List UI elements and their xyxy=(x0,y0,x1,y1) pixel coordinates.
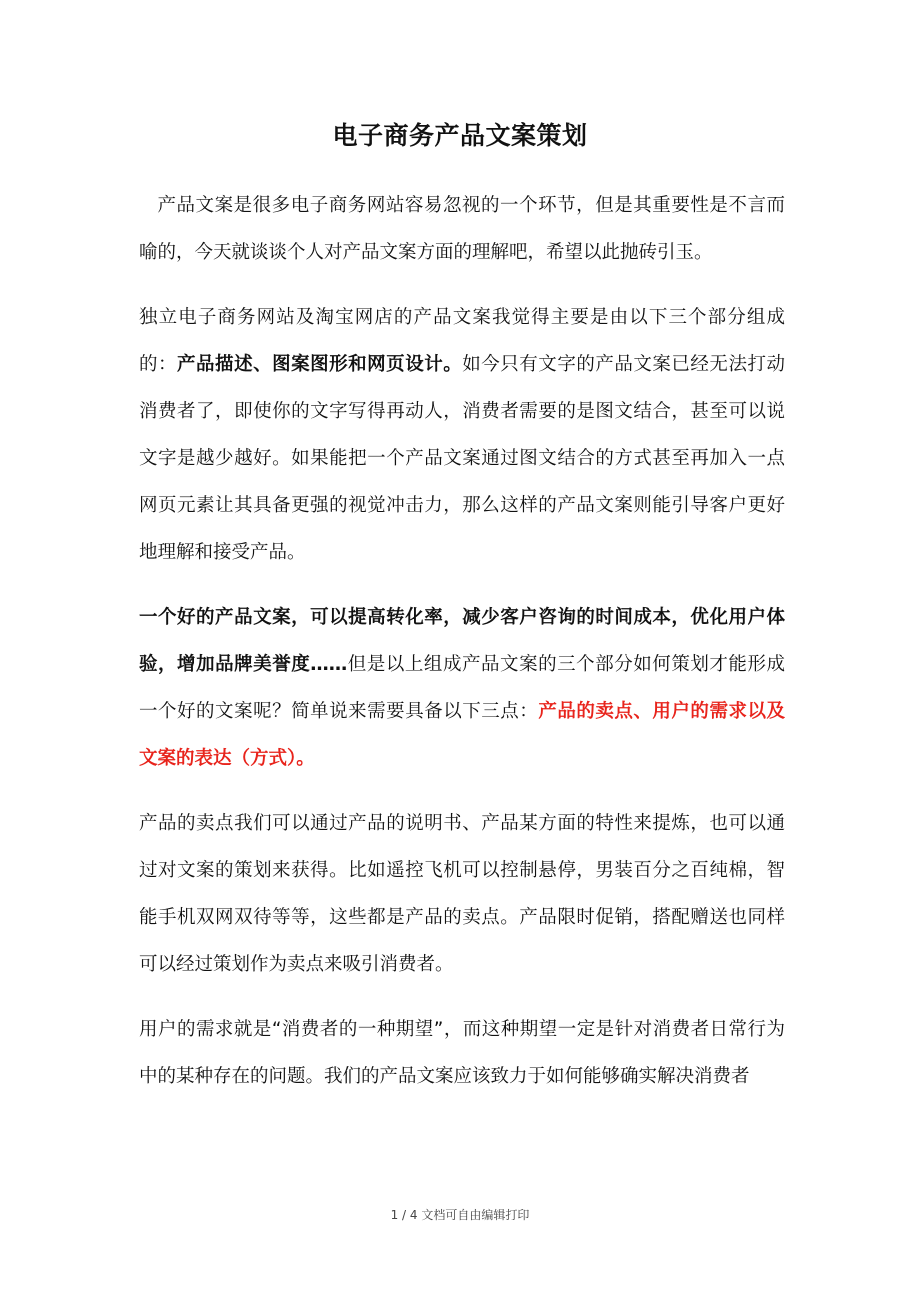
good-copy-highlight-text: 产品的卖点、用户的需求以及文案的表达（方式）。 xyxy=(139,701,785,769)
paragraph-composition xyxy=(139,294,785,576)
composition-rest-text: 如今只有文字的产品文案已经无法打动消费者了，即使你的文字写得再动人，消费者需要的是图文结合，甚至可以说文字是越少越好。如果能把一个产品文案通过图文结合的方式甚至再加入一点网页元素让其具备更强的视觉冲击力，那么这样的产品文案则能引导客户更好地理解和接受产品。 xyxy=(139,354,785,563)
paragraph-user-needs: 用户的需求就是“消费者的一种期望”，而这种期望一定是针对消费者日常行为中的某种存在的问题。我们的产品文案应该致力于如何能够确实解决消费者 xyxy=(139,1019,785,1087)
composition-bold-text: 产品描述、图案图形和网页设计。 xyxy=(177,354,463,375)
document-title: 电子商务产品文案策划 xyxy=(332,121,588,150)
document-body xyxy=(139,182,785,1100)
paragraph-good-copy xyxy=(139,594,785,782)
good-copy-mid-text: 但是以上组成产品文案的三个部分如何策划才能形成一个好的文案呢？简单说来需要具备以下三点： xyxy=(139,654,785,722)
paragraph-intro: 产品文案是很多电子商务网站容易忽视的一个环节，但是其重要性是不言而喻的，今天就谈谈个人对产品文案方面的理解吧，希望以此抛砖引玉。 xyxy=(139,195,785,263)
good-copy-bold-text: 一个好的产品文案，可以提高转化率，减少客户咨询的时间成本，优化用户体验，增加品牌美誉度…… xyxy=(139,607,785,675)
composition-intro-text: 独立电子商务网站及淘宝网店的产品文案我觉得主要是由以下三个部分组成的： xyxy=(139,307,785,375)
paragraph-selling-points: 产品的卖点我们可以通过产品的说明书、产品某方面的特性来提炼，也可以通过对文案的策划来获得。比如遥控飞机可以控制悬停，男装百分之百纯棉，智能手机双网双待等等，这些都是产品的卖点。产品限时促销，搭配赠送也同样可以经过策划作为卖点来吸引消费者。 xyxy=(139,813,785,975)
page-footer: 1 / 4 文档可自由编辑打印 xyxy=(390,1208,530,1222)
